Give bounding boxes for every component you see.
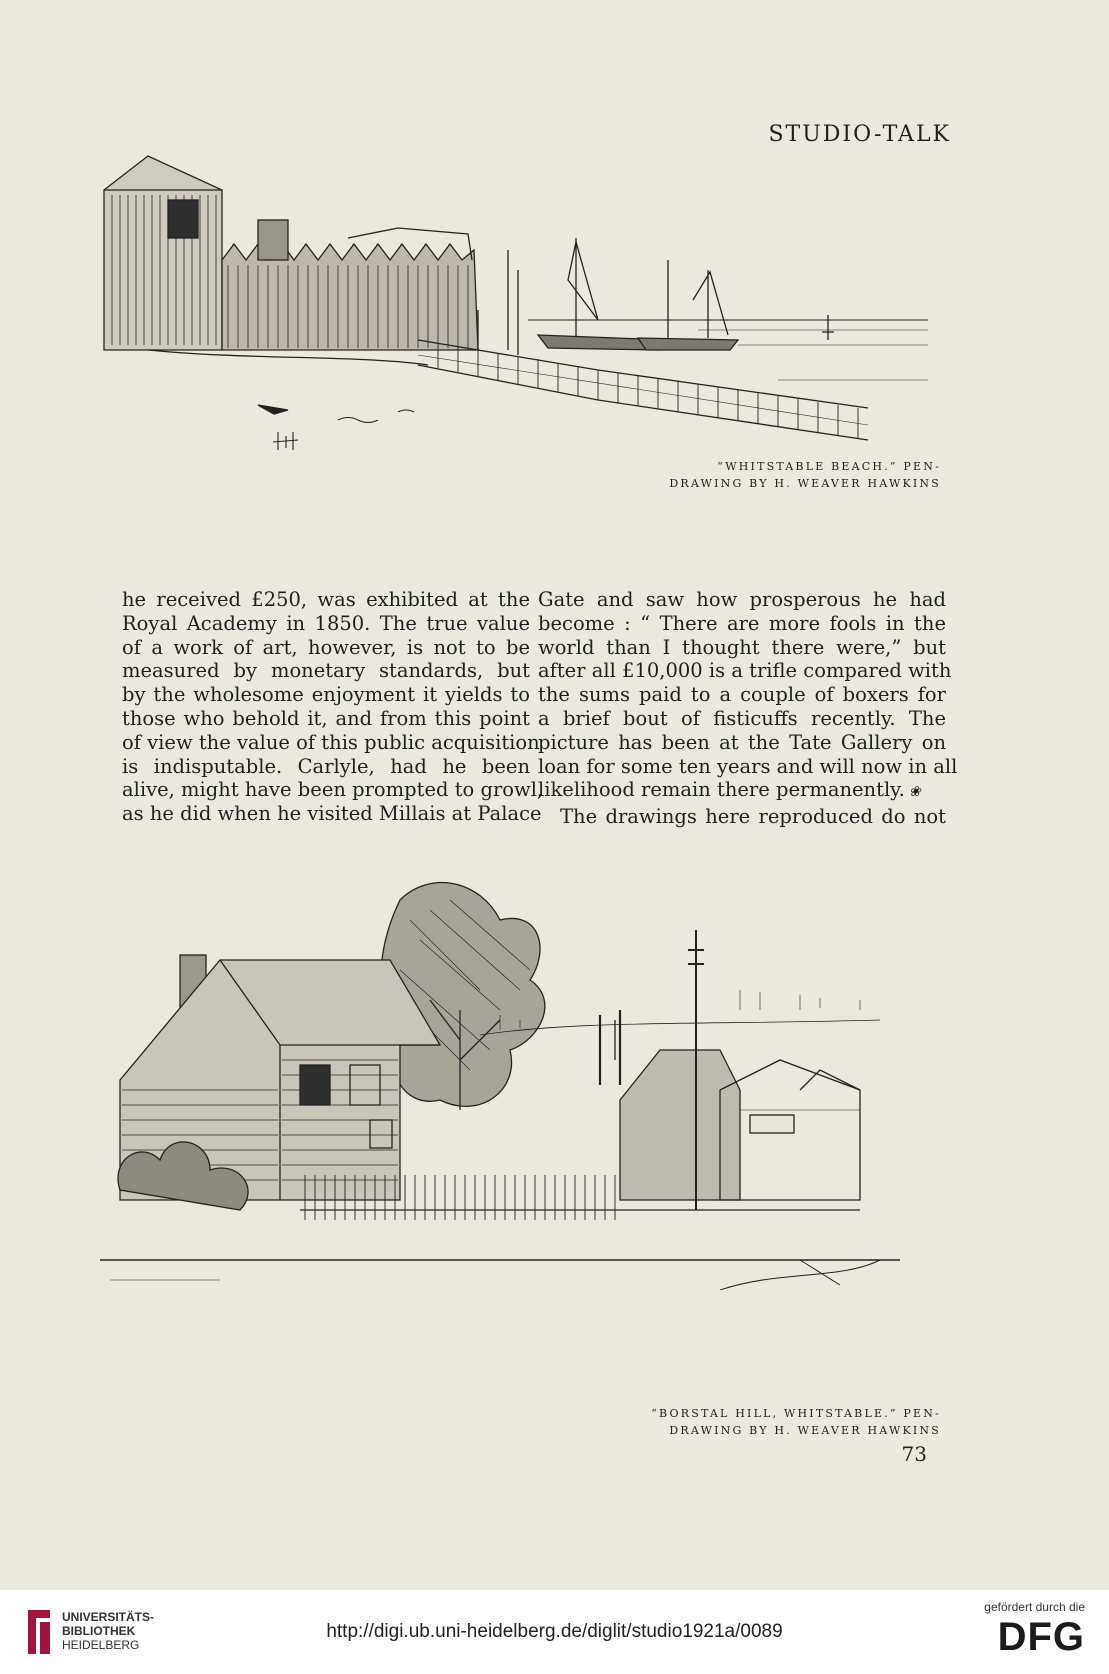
text-line: The drawings here reproduced do not bbox=[560, 805, 946, 829]
text-line: alive, might have been prompted to growl, bbox=[122, 778, 544, 802]
page-number: 73 bbox=[901, 1442, 927, 1466]
library-name-line: UNIVERSITÄTS- bbox=[62, 1610, 155, 1624]
running-head: STUDIO-TALK bbox=[768, 122, 951, 147]
library-name-line: BIBLIOTHEK bbox=[62, 1624, 136, 1638]
library-name-line: HEIDELBERG bbox=[62, 1638, 140, 1652]
viewer-footer bbox=[0, 1590, 1109, 1674]
text-line: picture has been at the Tate Gallery on bbox=[538, 730, 946, 754]
text-line: loan for some ten years and will now in all bbox=[538, 754, 958, 778]
text-line: after all £10,000 is a trifle compared with bbox=[538, 659, 952, 683]
text-line: a brief bout of fisticuffs recently. The bbox=[538, 706, 946, 730]
pen-drawing-illustration bbox=[98, 150, 928, 470]
borstal-hill-drawing bbox=[100, 860, 940, 1290]
text-line-content: likelihood remain there permanently. bbox=[538, 778, 905, 802]
leaf-ornament-icon: ❀ bbox=[908, 784, 921, 801]
caption-line: “WHITSTABLE BEACH.” PEN- bbox=[717, 460, 941, 473]
whitstable-beach-drawing bbox=[98, 150, 928, 470]
caption-line: DRAWING BY H. WEAVER HAWKINS bbox=[669, 1424, 941, 1437]
text-line: of a work of art, however, is not to be bbox=[122, 635, 530, 659]
text-line: of view the value of this public acquisition bbox=[122, 730, 540, 754]
caption-line: “BORSTAL HILL, WHITSTABLE.” PEN- bbox=[651, 1407, 941, 1420]
text-line: measured by monetary standards, but bbox=[122, 659, 530, 683]
text-column-right bbox=[538, 588, 958, 829]
text-column-left bbox=[122, 588, 544, 826]
text-line: become : “ There are more fools in the bbox=[538, 611, 946, 635]
caption-line: DRAWING BY H. WEAVER HAWKINS bbox=[669, 477, 941, 490]
text-line: world than I thought there were,” but bbox=[538, 635, 946, 659]
text-line: by the wholesome enjoyment it yields to bbox=[122, 683, 530, 707]
text-line: is indisputable. Carlyle, had he been bbox=[122, 754, 530, 778]
text-line: as he did when he visited Millais at Palace bbox=[122, 802, 542, 826]
text-line: Gate and saw how prosperous he had bbox=[538, 588, 946, 611]
dfg-logo: DFG bbox=[997, 1615, 1085, 1659]
sponsor-label: gefördert durch die bbox=[984, 1600, 1085, 1614]
text-line: he received £250, was exhibited at the bbox=[122, 588, 530, 611]
figure-caption-whitstable-beach bbox=[669, 458, 941, 492]
text-line: the sums paid to a couple of boxers for bbox=[538, 683, 946, 707]
sponsor-block[interactable] bbox=[984, 1600, 1085, 1660]
text-line bbox=[538, 778, 946, 805]
text-line: Royal Academy in 1850. The true value bbox=[122, 611, 530, 635]
pen-drawing-illustration bbox=[100, 860, 940, 1290]
figure-caption-borstal-hill bbox=[651, 1405, 941, 1439]
permalink-url[interactable]: http://digi.ub.uni-heidelberg.de/diglit/studio1921a/0089 bbox=[326, 1621, 783, 1642]
text-line: those who behold it, and from this point bbox=[122, 706, 530, 730]
